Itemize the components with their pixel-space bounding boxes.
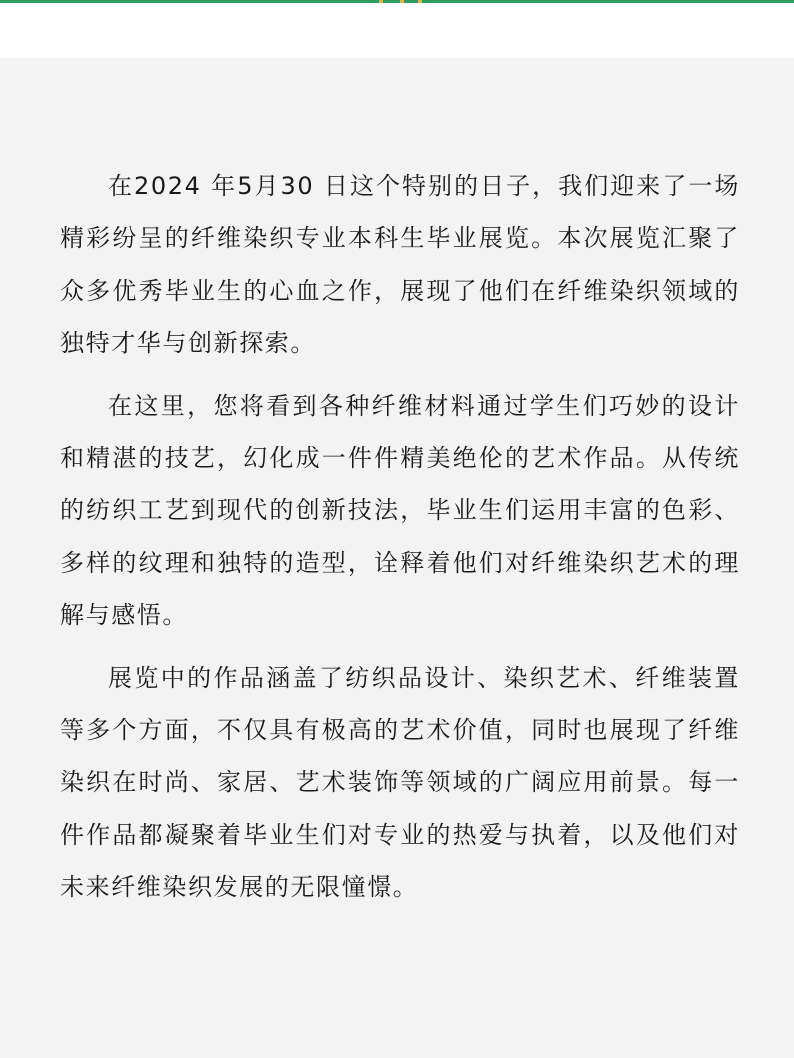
decorative-mark <box>400 0 404 3</box>
article-body <box>60 160 740 924</box>
article-paragraph: 在这里，您将看到各种纤维材料通过学生们巧妙的设计和精湛的技艺，幻化成一件件精美绝伦的艺术作品。从传统的纺织工艺到现代的创新技法，毕业生们运用丰富的色彩、多样的纹理和独特的造型，诠释着他们对纤维染织艺术的理解与感悟。 <box>60 391 740 630</box>
article-paragraph: 展览中的作品涵盖了纺织品设计、染织艺术、纤维装置等多个方面，不仅具有极高的艺术价值，同时也展现了纤维染织在时尚、家居、艺术装饰等领域的广阔应用前景。每一件作品都凝聚着毕业生们对专业的热爱与执着，以及他们对未来纤维染织发展的无限憧憬。 <box>60 663 740 902</box>
decorative-mark <box>418 0 422 3</box>
article-paragraph: 在2024 年5月30 日这个特别的日子，我们迎来了一场精彩纷呈的纤维染织专业本科生毕业展览。本次展览汇聚了众多优秀毕业生的心血之作，展现了他们在纤维染织领域的独特才华与创新探索。 <box>60 172 740 358</box>
header-divider-line <box>0 0 794 3</box>
decorative-mark <box>379 0 383 3</box>
header-band <box>0 0 794 58</box>
